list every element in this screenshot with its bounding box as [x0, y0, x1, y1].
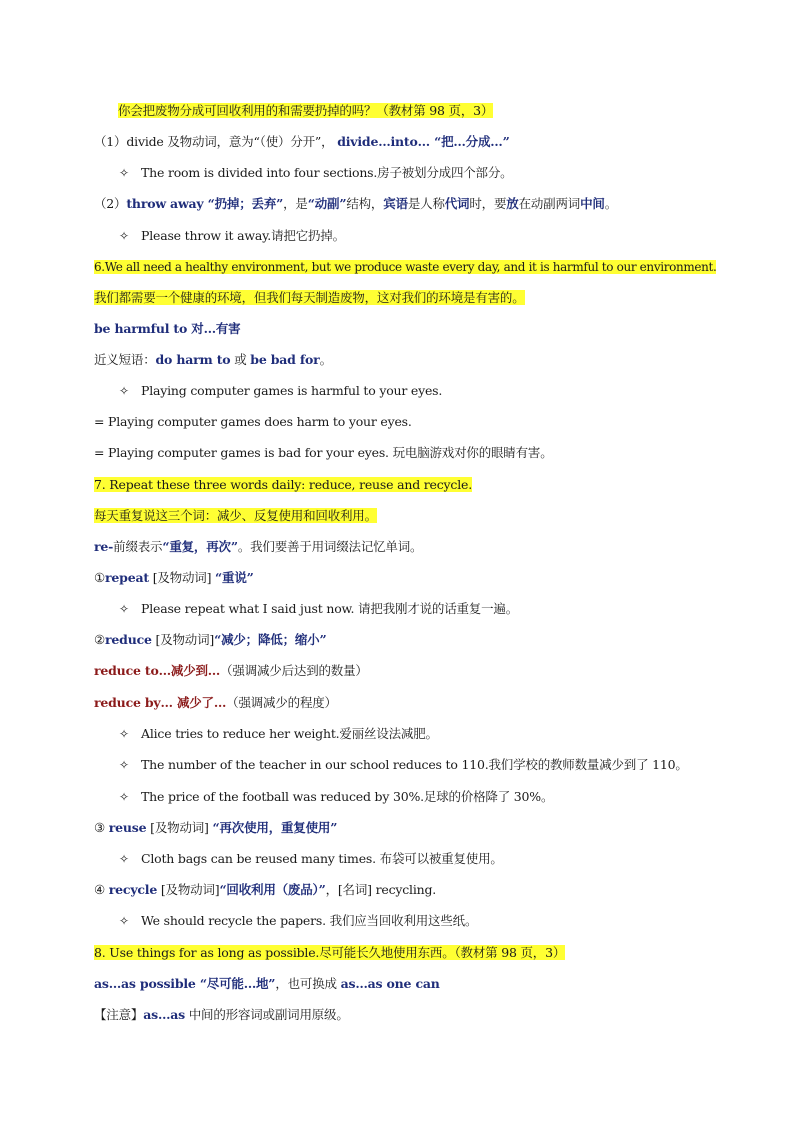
example-bad-for: = Playing computer games is bad for your eyes. 玩电脑游戏对你的眼睛有害。	[94, 445, 553, 460]
diamond-bullet-icon: ✧	[119, 602, 129, 616]
diamond-bullet-icon: ✧	[119, 758, 129, 772]
line-intro-question: 你会把废物分成可回收利用的和需要扔掉的吗？（教材第 98 页，3）	[118, 103, 494, 118]
line-reduce-by: reduce by… 减少了…（强调减少的程度）	[94, 695, 337, 710]
line-reduce-to: reduce to…减少到…（强调减少后达到的数量）	[94, 663, 368, 678]
diamond-bullet-icon: ✧	[119, 914, 129, 928]
example-harmful: ✧ Playing computer games is harmful to your eyes.	[119, 383, 443, 398]
line-repeat: ①repeat [及物动词] “重说”	[94, 570, 254, 585]
line-re-prefix: re-前缀表示“重复，再次”。我们要善于用词缀法记忆单词。	[94, 539, 423, 554]
sentence-7-translation: 每天重复说这三个词：减少、反复使用和回收利用。	[94, 508, 377, 523]
sentence-6: 6.We all need a healthy environment, but we produce waste every day, and it is harmful to our environment.	[94, 260, 717, 274]
line-synonyms: 近义短语：do harm to 或 be bad for。	[94, 352, 332, 367]
line-recycle: ④ recycle [及物动词]“回收利用（废品）”，[名词] recycling.	[94, 882, 437, 897]
example-throw-away: ✧ Please throw it away.请把它扔掉。	[119, 228, 345, 243]
line-as-possible: as…as possible “尽可能…地”，也可换成 as…as one can	[94, 976, 440, 991]
example-recycle: ✧ We should recycle the papers. 我们应当回收利用这些纸。	[119, 913, 478, 928]
sentence-6-translation: 我们都需要一个健康的环境，但我们每天制造废物，这对我们的环境是有害的。	[94, 290, 525, 305]
line-note: 【注意】as…as 中间的形容词或副词用原级。	[94, 1007, 349, 1022]
sentence-7: 7. Repeat these three words daily: reduce, reuse and recycle.	[94, 477, 472, 492]
diamond-bullet-icon: ✧	[119, 727, 129, 741]
phrase-be-harmful-to: be harmful to 对…有害	[94, 321, 241, 336]
example-divide: ✧ The room is divided into four sections.房子被划分成四个部分。	[119, 165, 513, 180]
example-does-harm: = Playing computer games does harm to your eyes.	[94, 414, 412, 429]
line-reuse: ③ reuse [及物动词] “再次使用，重复使用”	[94, 820, 338, 835]
example-reuse: ✧ Cloth bags can be reused many times. 布袋可以被重复使用。	[119, 851, 503, 866]
line-throw-away: （2）throw away “扔掉；丢弃”，是“动副”结构，宾语是人称代词时，要放在动副两词中间。	[94, 196, 618, 211]
diamond-bullet-icon: ✧	[119, 852, 129, 866]
sentence-8: 8. Use things for as long as possible.尽可能长久地使用东西。（教材第 98 页，3）	[94, 945, 566, 960]
diamond-bullet-icon: ✧	[119, 790, 129, 804]
diamond-bullet-icon: ✧	[119, 384, 129, 398]
line-divide: （1）divide 及物动词，意为“（使）分开”， divide…into… “把…分成…”	[94, 134, 510, 149]
line-reduce: ②reduce [及物动词]“减少；降低；缩小”	[94, 632, 327, 647]
example-reduce-weight: ✧ Alice tries to reduce her weight.爱丽丝设法减肥。	[119, 726, 438, 741]
diamond-bullet-icon: ✧	[119, 229, 129, 243]
example-reduce-by: ✧ The price of the football was reduced by 30%.足球的价格降了 30%。	[119, 789, 554, 804]
example-reduce-to: ✧ The number of the teacher in our school reduces to 110.我们学校的教师数量减少到了 110。	[119, 757, 688, 772]
diamond-bullet-icon: ✧	[119, 166, 129, 180]
example-repeat: ✧ Please repeat what I said just now. 请把我刚才说的话重复一遍。	[119, 601, 518, 616]
